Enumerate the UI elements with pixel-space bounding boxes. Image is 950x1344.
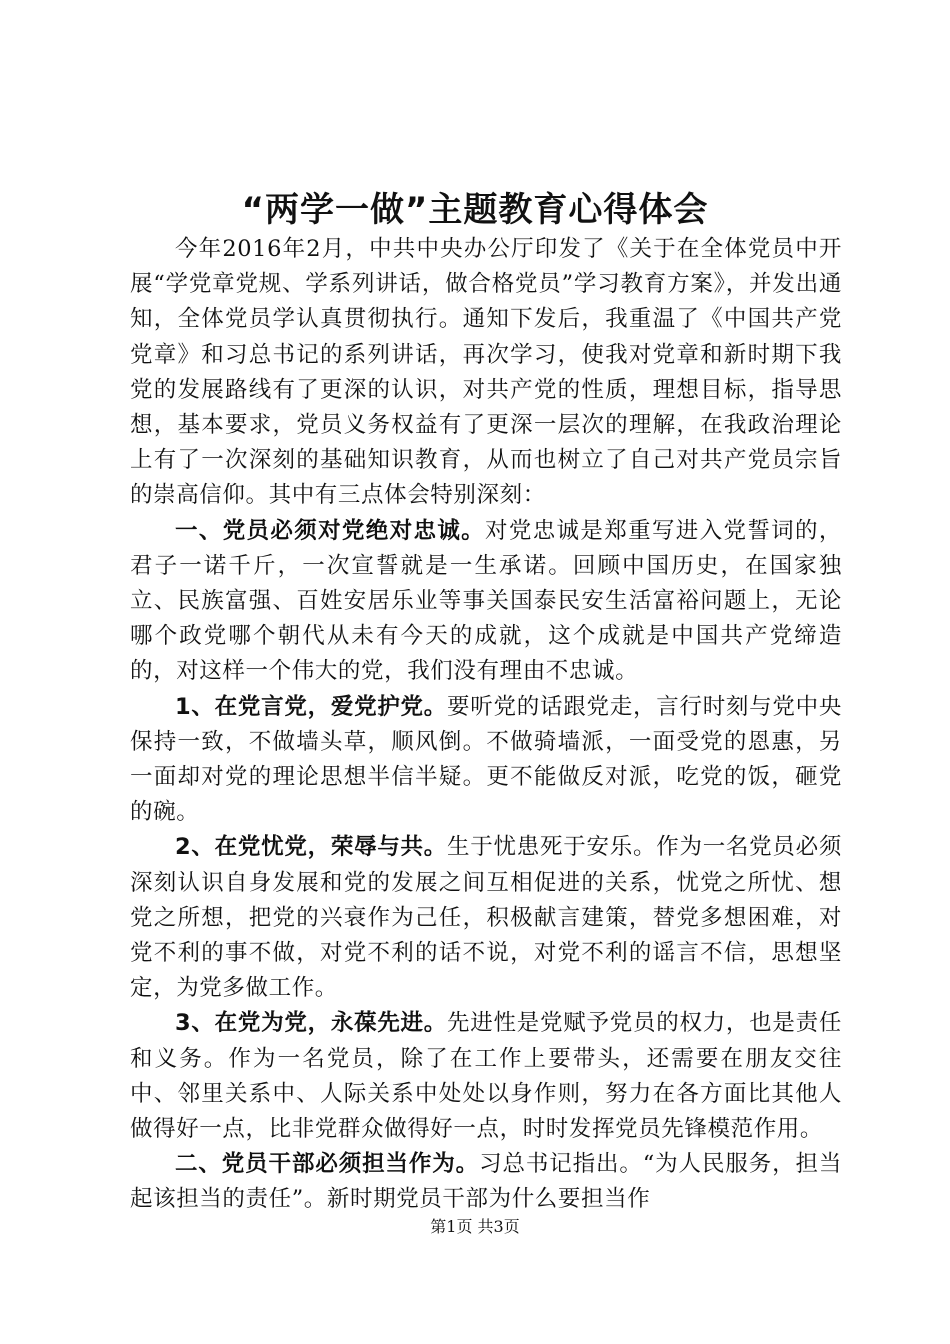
section-heading: 一、党员必须对党绝对忠诚。 (175, 517, 486, 544)
paragraph-text: 对党忠诚是郑重写进入党誓词的，君子一诺千斤，一次宣誓就是一生承诺。回顾中国历史，在国家独立、民族富强、百姓安居乐业等事关国泰民安生活富裕问题上，无论哪个政党哪个朝代从未有今天的成就，这个成就是中国共产党缔造的，对这样一个伟大的党，我们没有理由不忠诚。 (130, 517, 842, 685)
paragraph-point-1 (130, 690, 842, 831)
paragraph-section-1 (130, 514, 842, 690)
paragraph-text: 要听党的话跟党走，言行时刻与党中央保持一致，不做墙头草，顺风倒。不做骑墙派，一面受党的恩惠，另一面却对党的理论思想半信半疑。更不能做反对派，吃党的饭，砸党的碗。 (130, 693, 842, 826)
paragraph-section-2 (130, 1147, 842, 1217)
paragraph-text: 习总书记指出。“为人民服务，担当起该担当的责任”。新时期党员干部为什么要担当作 (130, 1151, 842, 1213)
section-heading: 二、党员干部必须担当作为。 (175, 1151, 480, 1178)
point-heading: 1、在党言党，爱党护党。 (175, 693, 448, 720)
page-footer: 第1页 共3页 (430, 1217, 520, 1236)
paragraph-intro (130, 232, 842, 514)
paragraph-text: 生于忧患死于安乐。作为一名党员必须深刻认识自身发展和党的发展之间互相促进的关系，忧党之所忧、想党之所想，把党的兴衰作为己任，积极献言建策，替党多想困难，对党不利的事不做，对党不利的话不说，对党不利的谣言不信，思想坚定，为党多做工作。 (130, 834, 842, 1002)
document-title: “两学一做”主题教育心得体会 (241, 190, 709, 230)
point-heading: 3、在党为党，永葆先进。 (175, 1010, 448, 1037)
paragraph-text: 先进性是党赋予党员的权力，也是责任和义务。作为一名党员，除了在工作上要带头，还需要在朋友交往中、邻里关系中、人际关系中处处以身作则，努力在各方面比其他人做得好一点，比非党群众做得好一点，时时发挥党员先锋模范作用。 (130, 1010, 842, 1143)
paragraph-point-3 (130, 1006, 842, 1147)
point-heading: 2、在党忧党，荣辱与共。 (175, 834, 448, 861)
paragraph-text: 今年2016年2月，中共中央办公厅印发了《关于在全体党员中开展“学党章党规、学系列讲话，做合格党员”学习教育方案》，并发出通知，全体党员学认真贯彻执行。通知下发后，我重温了《中国共产党党章》和习总书记的系列讲话，再次学习，使我对党章和新时期下我党的发展路线有了更深的认识，对共产党的性质，理想目标，指导思想，基本要求，党员义务权益有了更深一层次的理解，在我政治理论上有了一次深刻的基础知识教育，从而也树立了自己对共产党员宗旨的崇高信仰。其中有三点体会特别深刻： (130, 236, 842, 509)
document-body (130, 232, 842, 1218)
paragraph-point-2 (130, 830, 842, 1006)
